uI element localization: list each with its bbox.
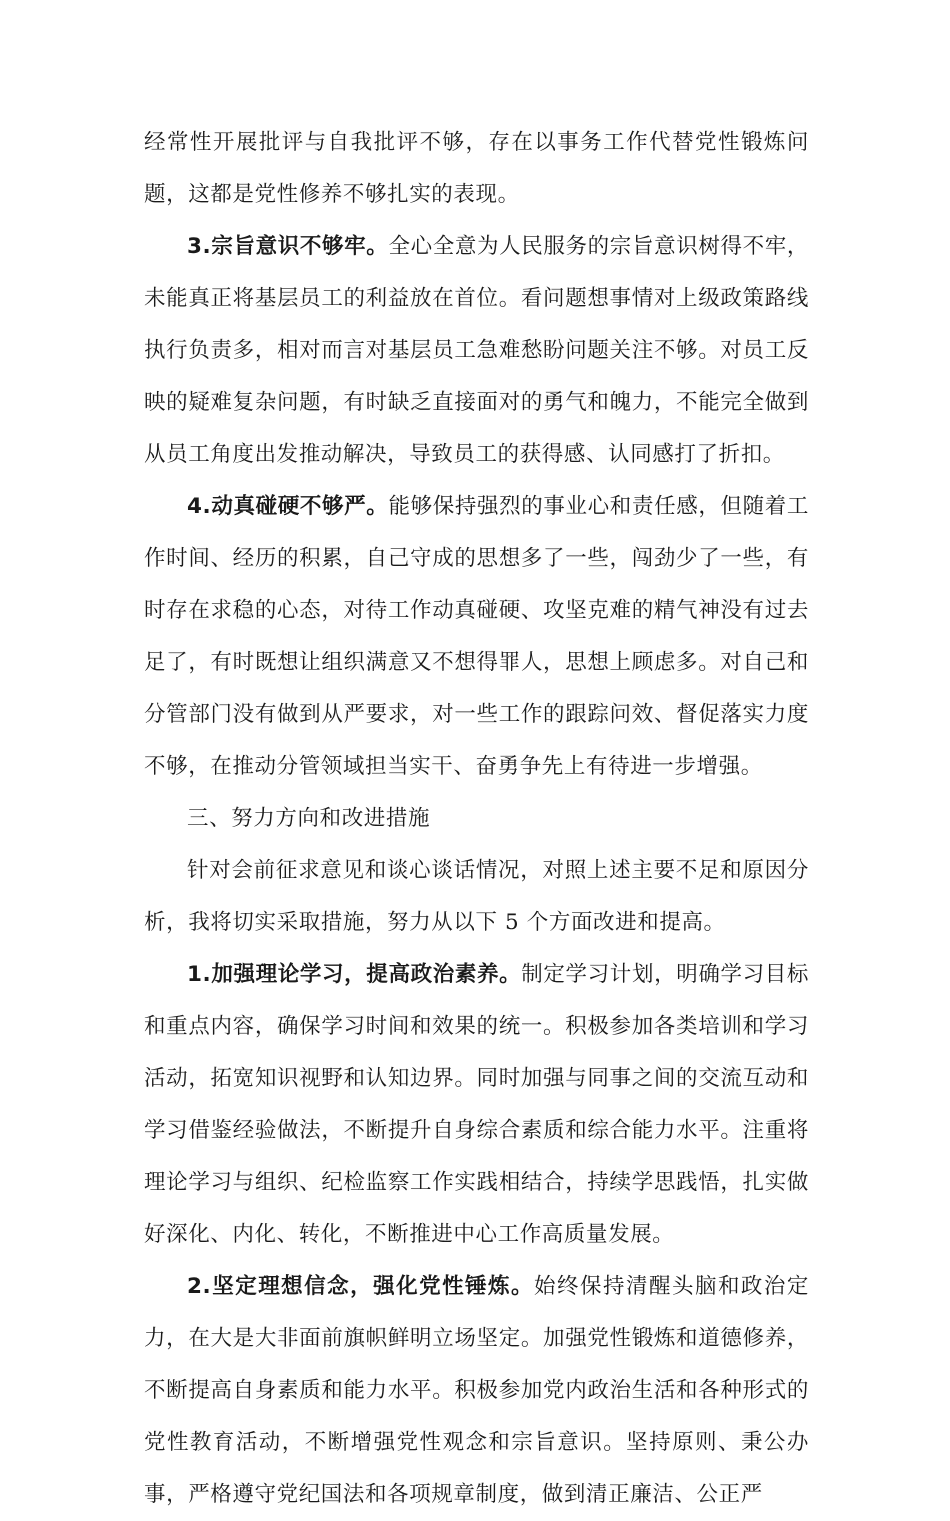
paragraph-text: 始终保持清醒头脑和政治定力，在大是大非面前旗帜鲜明立场坚定。加强党性锻炼和道德修养，不断提高自身素质和能力水平。积极参加党内政治生活和各种形式的党性教育活动，不断增强党性观念和宗旨意识。坚持原则、秉公办事，严格遵守党纪国法和各项规章制度，做到清正廉洁、公正严	[144, 1274, 810, 1507]
paragraph-7	[144, 1261, 809, 1521]
paragraph-5	[144, 845, 809, 949]
document-body	[144, 117, 809, 1521]
section-heading-text: 三、努力方向和改进措施	[187, 806, 431, 831]
paragraph-text: 制定学习计划，明确学习目标和重点内容，确保学习时间和效果的统一。积极参加各类培训和学习活动，拓宽知识视野和认知边界。同时加强与同事之间的交流互动和学习借鉴经验做法，不断提升自身综合素质和综合能力水平。注重将理论学习与组织、纪检监察工作实践相结合，持续学思践悟，扎实做好深化、内化、转化，不断推进中心工作高质量发展。	[144, 962, 809, 1247]
paragraph-text: 能够保持强烈的事业心和责任感，但随着工作时间、经历的积累，自己守成的思想多了一些，闯劲少了一些，有时存在求稳的心态，对待工作动真碰硬、攻坚克难的精气神没有过去足了，有时既想让组织满意又不想得罪人，思想上顾虑多。对自己和分管部门没有做到从严要求，对一些工作的跟踪问效、督促落实力度不够，在推动分管领域担当实干、奋勇争先上有待进一步增强。	[144, 494, 809, 779]
paragraph-2	[144, 221, 809, 481]
paragraph-text: 全心全意为人民服务的宗旨意识树得不牢，未能真正将基层员工的利益放在首位。看问题想事情对上级政策路线执行负责多，相对而言对基层员工急难愁盼问题关注不够。对员工反映的疑难复杂问题，有时缺乏直接面对的勇气和魄力，不能完全做到从员工角度出发推动解决，导致员工的获得感、认同感打了折扣。	[144, 234, 809, 467]
paragraph-3	[144, 481, 809, 793]
paragraph-lead: 4.动真碰硬不够严。	[187, 494, 389, 519]
paragraph-lead: 3.宗旨意识不够牢。	[187, 234, 389, 259]
paragraph-6	[144, 949, 809, 1261]
paragraph-text: 针对会前征求意见和谈心谈话情况，对照上述主要不足和原因分析，我将切实采取措施，努力从以下 5 个方面改进和提高。	[144, 858, 809, 935]
paragraph-lead: 1.加强理论学习，提高政治素养。	[187, 962, 522, 987]
paragraph-lead: 2.坚定理想信念，强化党性锤炼。	[187, 1274, 535, 1299]
section-heading	[144, 793, 809, 845]
paragraph-1	[144, 117, 809, 221]
paragraph-text: 经常性开展批评与自我批评不够，存在以事务工作代替党性锻炼问题，这都是党性修养不够扎实的表现。	[144, 130, 809, 207]
